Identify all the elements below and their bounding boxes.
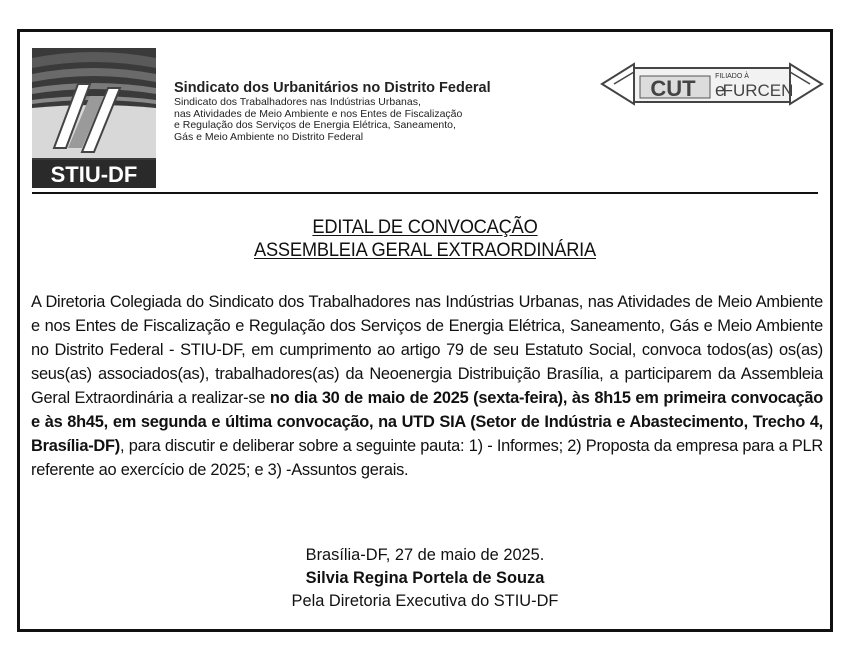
notice-frame — [17, 29, 833, 632]
signatory-name: Silvia Regina Portela de Souza — [305, 569, 545, 587]
org-subtitle-line: Sindicato dos Trabalhadores nas Indústrias Urbanas, — [174, 96, 421, 108]
signature-block — [20, 544, 830, 613]
place-date: Brasília-DF, 27 de maio de 2025. — [305, 546, 545, 564]
org-subtitle-line: e Regulação dos Serviços de Energia Elétrica, Saneamento, — [174, 119, 456, 131]
header-divider — [32, 192, 818, 194]
affiliation-cut: CUT — [650, 76, 696, 101]
org-name: Sindicato dos Urbanitários no Distrito Federal — [174, 80, 491, 96]
affiliation-e: e — [714, 80, 726, 100]
notice-title-line1: EDITAL DE CONVOCAÇÃO — [312, 217, 538, 238]
org-subtitle-line: Gás e Meio Ambiente no Distrito Federal — [174, 130, 364, 143]
cut-furcen-badge — [600, 54, 824, 114]
body-text-bold: no dia 30 de maio de 2025 (sexta-feira), às 8h15 em primeira convocação e às 8h45, em segunda e última convocação, na UTD SIA (Setor de Indústria e Abastecimento, Trecho 4, Brasília-DF) — [31, 389, 823, 455]
affiliation-top: FILIADO À — [715, 73, 749, 80]
logo-text: STIU-DF — [50, 162, 138, 187]
notice-title — [36, 216, 814, 262]
org-header — [174, 80, 491, 143]
body-text-intro: A Diretoria Colegiada do Sindicato dos Trabalhadores nas Indústrias Urbanas, nas Atividades de Meio Ambiente e nos Entes de Fiscalização e Regulação dos Serviços de Energia Elétrica, Saneamento, Gás e Meio Ambiente no Distrito Federal - STIU-DF, em cumprimento ao artigo 79 de seu Estatuto Social, convoca todos(as) os(as) seus(as) associados(as), trabalhadores(as) da Neoenergia Distribuição Brasília, a participarem da Assembleia Geral Extraordinária a realizar-se — [31, 293, 823, 407]
org-subtitle-line: nas Atividades de Meio Ambiente e nos Entes de Fiscalização — [174, 107, 463, 120]
notice-body — [31, 290, 823, 482]
affiliation-furcen: FURCEN — [722, 81, 794, 100]
signatory-role: Pela Diretoria Executiva do STIU-DF — [291, 592, 559, 610]
stiu-df-logo — [32, 48, 156, 188]
body-text-agenda: , para discutir e deliberar sobre a seguinte pauta: 1) - Informes; 2) Proposta da empresa para a PLR referente ao exercício de 2025; e 3) -Assuntos gerais. — [31, 437, 823, 479]
notice-title-line2: ASSEMBLEIA GERAL EXTRAORDINÁRIA — [253, 240, 597, 261]
